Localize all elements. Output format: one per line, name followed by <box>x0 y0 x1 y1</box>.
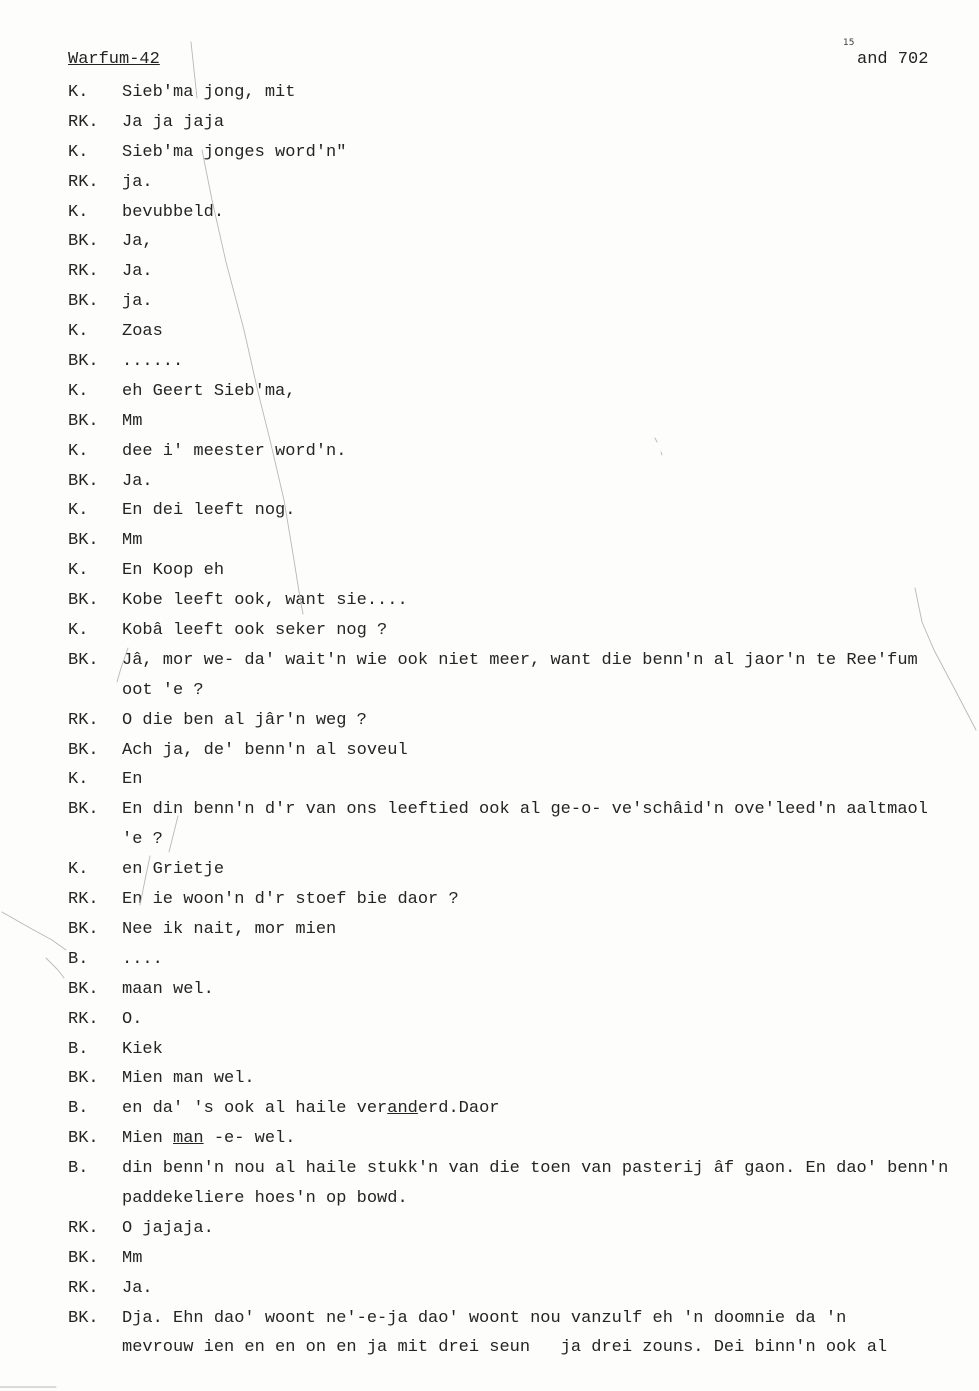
transcript-continuation-line <box>0 1184 979 1214</box>
utterance-text <box>122 1124 295 1154</box>
speaker-label: K. <box>68 621 89 641</box>
transcript-line <box>0 287 979 317</box>
speaker-label: RK. <box>68 1218 99 1238</box>
speaker-label: K. <box>68 322 89 342</box>
utterance-text: En din benn'n d'r van ons leeftied ook al ge-o- ve'schâid'n ove'leed'n aaltmaol <box>122 800 928 820</box>
transcript-line <box>0 1154 979 1184</box>
speaker-label: K. <box>68 501 89 521</box>
speaker-label: BK. <box>68 1069 99 1089</box>
transcript-line <box>0 855 979 885</box>
transcript-line <box>0 736 979 766</box>
utterance-text: En dei leeft nog. <box>122 501 296 521</box>
utterance-text: Ja. <box>122 471 153 491</box>
transcript-line <box>0 1214 979 1244</box>
utterance-segment: -e- wel. <box>203 1129 296 1149</box>
speaker-label: K. <box>68 441 89 461</box>
transcript-line <box>0 945 979 975</box>
utterance-text: din benn'n nou al haile stukk'n van die toen van pasterij âf gaon. En dao' benn'n <box>122 1159 949 1179</box>
utterance-text: Ach ja, de' benn'n al soveul <box>122 740 408 760</box>
utterance-continuation: paddekeliere hoes'n op bowd. <box>122 1188 408 1208</box>
speaker-label: RK. <box>68 890 99 910</box>
transcript-line <box>0 586 979 616</box>
transcript-line <box>0 198 979 228</box>
utterance-continuation: 'e ? <box>122 830 163 850</box>
transcript-line <box>0 885 979 915</box>
transcript-line <box>0 437 979 467</box>
document-reference: Warfum-42 <box>68 50 160 69</box>
transcript-line <box>0 317 979 347</box>
speaker-label: BK. <box>68 471 99 491</box>
transcript-line <box>0 138 979 168</box>
utterance-text: Ja, <box>122 232 153 252</box>
speaker-label: BK. <box>68 800 99 820</box>
utterance-text: Jâ, mor we- da' wait'n wie ook niet meer, want die benn'n al jaor'n te Ree'fum <box>122 650 918 670</box>
utterance-text: bevubbeld. <box>122 202 225 222</box>
transcript-line <box>0 765 979 795</box>
utterance-segment: erd.Daor <box>417 1099 500 1119</box>
speaker-label: RK. <box>68 1009 99 1029</box>
utterance-segment: en da' 's ook al haile ver <box>122 1099 388 1119</box>
utterance-text: eh Geert Sieb'ma, <box>122 381 296 401</box>
utterance-text: Kobâ leeft ook seker nog ? <box>122 621 388 641</box>
speaker-label: BK. <box>68 292 99 312</box>
utterance-text: O. <box>122 1009 143 1029</box>
utterance-segment: Mien <box>122 1129 174 1149</box>
transcript-continuation-line <box>0 676 979 706</box>
speaker-label: BK. <box>68 591 99 611</box>
transcript-line <box>0 526 979 556</box>
speaker-label: BK. <box>68 1248 99 1268</box>
transcript-line <box>0 227 979 257</box>
speaker-label: BK. <box>68 352 99 372</box>
utterance-text: en Grietje <box>122 860 225 880</box>
speaker-label: K. <box>68 770 89 790</box>
transcript-line <box>0 556 979 586</box>
underlined-segment: and <box>387 1099 418 1119</box>
transcript-line <box>0 168 979 198</box>
utterance-text: ...... <box>122 352 184 372</box>
transcript-line <box>0 78 979 108</box>
transcript-line <box>0 1304 979 1334</box>
transcript-line <box>0 467 979 497</box>
speaker-label: BK. <box>68 531 99 551</box>
speaker-label: BK. <box>68 1129 99 1149</box>
utterance-text: Kiek <box>122 1039 163 1059</box>
utterance-text: ja. <box>122 292 153 312</box>
speaker-label: BK. <box>68 650 99 670</box>
utterance-text: O die ben al jâr'n weg ? <box>122 710 367 730</box>
speaker-label: K. <box>68 142 89 162</box>
transcript-line <box>0 1274 979 1304</box>
utterance-text: maan wel. <box>122 979 214 999</box>
speaker-label: BK. <box>68 740 99 760</box>
utterance-text: Sieb'ma jonges word'n" <box>122 142 347 162</box>
underlined-segment: man <box>173 1129 204 1149</box>
utterance-text: Ja. <box>122 1278 153 1298</box>
transcript-line <box>0 646 979 676</box>
utterance-text: Dja. Ehn dao' woont ne'-e-ja dao' woont nou vanzulf eh 'n doomnie da 'n <box>122 1308 847 1328</box>
transcript-line <box>0 1064 979 1094</box>
speaker-label: B. <box>68 949 89 969</box>
transcript-line <box>0 795 979 825</box>
speaker-label: K. <box>68 202 89 222</box>
utterance-continuation: mevrouw ien en en on en ja mit drei seun ja drei zouns. Dei binn'n ook al <box>122 1338 888 1358</box>
utterance-continuation: oot 'e ? <box>122 680 204 700</box>
transcript-line <box>0 1035 979 1065</box>
speaker-label: BK. <box>68 411 99 431</box>
transcript-line <box>0 347 979 377</box>
transcript-line <box>0 108 979 138</box>
utterance-text: O jajaja. <box>122 1218 214 1238</box>
transcript-line <box>0 706 979 736</box>
transcript-body <box>0 78 979 1363</box>
transcript-line <box>0 975 979 1005</box>
handwritten-page-mark: 15 <box>843 38 855 48</box>
speaker-label: RK. <box>68 710 99 730</box>
utterance-text: Mm <box>122 531 143 551</box>
transcript-line <box>0 377 979 407</box>
speaker-label: RK. <box>68 172 99 192</box>
utterance-text: Zoas <box>122 322 163 342</box>
speaker-label: B. <box>68 1099 89 1119</box>
transcript-continuation-line <box>0 1333 979 1363</box>
transcript-line <box>0 616 979 646</box>
utterance-text: Mm <box>122 411 143 431</box>
utterance-text: En Koop eh <box>122 561 225 581</box>
transcript-line <box>0 496 979 526</box>
speaker-label: K. <box>68 381 89 401</box>
speaker-label: RK. <box>68 1278 99 1298</box>
speaker-label: BK. <box>68 232 99 252</box>
speaker-label: B. <box>68 1159 89 1179</box>
utterance-text: Nee ik nait, mor mien <box>122 919 337 939</box>
utterance-text <box>122 1094 499 1124</box>
transcript-line <box>0 915 979 945</box>
speaker-label: BK. <box>68 979 99 999</box>
utterance-text: En <box>122 770 143 790</box>
utterance-text: Mm <box>122 1248 143 1268</box>
transcript-line <box>0 1094 979 1124</box>
utterance-text: En ie woon'n d'r stoef bie daor ? <box>122 890 459 910</box>
speaker-label: K. <box>68 83 89 102</box>
transcript-continuation-line <box>0 825 979 855</box>
utterance-text: Ja. <box>122 262 153 282</box>
speaker-label: K. <box>68 860 89 880</box>
utterance-text: ja. <box>122 172 153 192</box>
speaker-label: RK. <box>68 112 99 132</box>
utterance-text: .... <box>122 949 163 969</box>
utterance-text: Sieb'ma jong, mit <box>122 83 296 102</box>
speaker-label: RK. <box>68 262 99 282</box>
page-number: and 702 <box>857 50 929 69</box>
speaker-label: K. <box>68 561 89 581</box>
transcript-line <box>0 1244 979 1274</box>
speaker-label: B. <box>68 1039 89 1059</box>
transcript-line <box>0 1124 979 1154</box>
utterance-text: Mien man wel. <box>122 1069 255 1089</box>
speaker-label: BK. <box>68 1308 99 1328</box>
transcript-line <box>0 407 979 437</box>
transcript-line <box>0 257 979 287</box>
utterance-text: Ja ja jaja <box>122 112 225 132</box>
utterance-text: Kobe leeft ook, want sie.... <box>122 591 408 611</box>
utterance-text: dee i' meester word'n. <box>122 441 347 461</box>
transcript-line <box>0 1005 979 1035</box>
speaker-label: BK. <box>68 919 99 939</box>
